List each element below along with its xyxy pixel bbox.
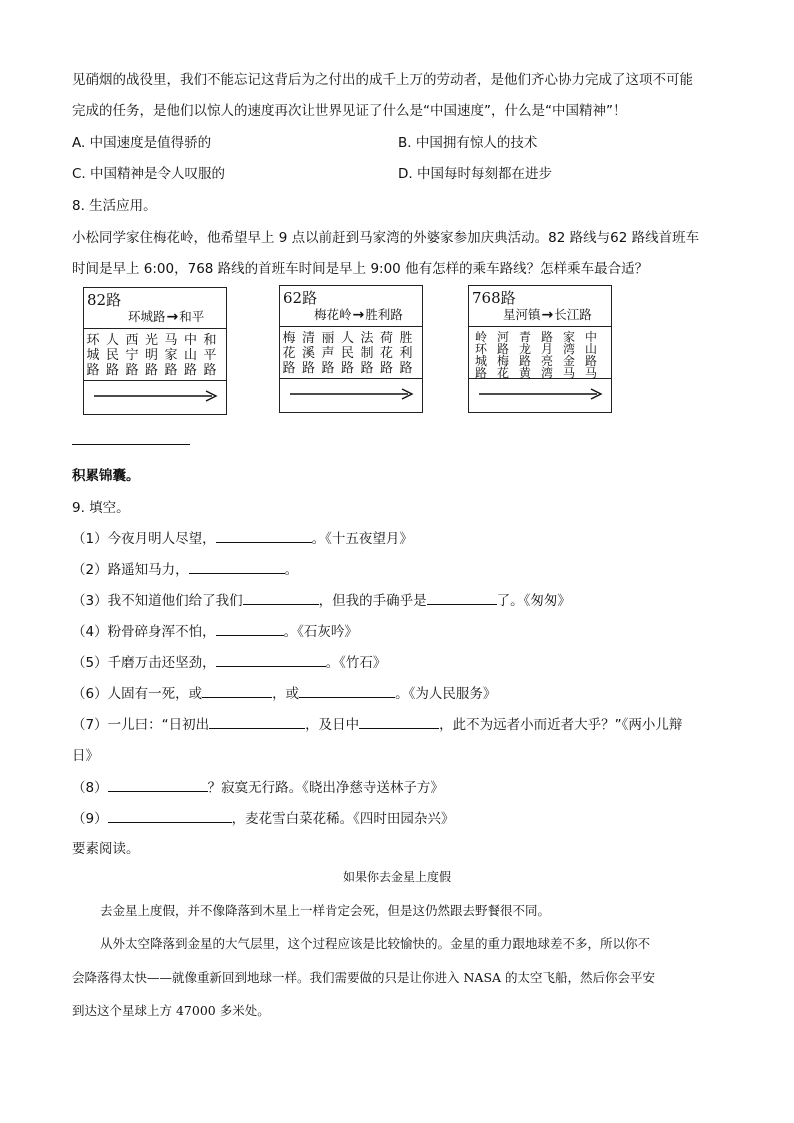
- route-board-768: [468, 285, 612, 413]
- q9-item-3: （3）我不知道他们给了我们 ，但我的手确乎是 了。《匆匆》: [72, 593, 571, 609]
- route-stop: 青 龙 路 黄: [518, 330, 531, 380]
- arrow-right-icon: →: [352, 307, 365, 323]
- answer-blank[interactable]: [299, 684, 395, 698]
- route-stop: 河 路 梅 花: [496, 330, 509, 380]
- q9-item-2: （2）路遥知马力， 。: [72, 562, 299, 578]
- route-stop: 家 湾 金 马: [562, 330, 575, 380]
- route-stop: 清 溪 路: [301, 331, 315, 376]
- answer-blank[interactable]: [209, 715, 305, 729]
- route-stop: 路 月 亮 湾: [540, 330, 553, 380]
- option-a: A. 中国速度是值得骄的: [72, 135, 212, 151]
- answer-blank[interactable]: [216, 653, 326, 667]
- option-b: B. 中国拥有惊人的技术: [398, 135, 538, 151]
- answer-blank[interactable]: [202, 684, 272, 698]
- route-direction-bar: [84, 381, 226, 415]
- article-paragraph-2-line-1: 从外太空降落到金星的大气层里，这个过程应该是比较愉快的。金星的重力跟地球差不多，所以你不: [100, 936, 651, 951]
- q9-item-7: （7）一儿曰：“日初出 ，及日中 ，此不为远者小而近者大乎？”《两小儿辩: [72, 717, 683, 733]
- article-paragraph-2-line-2: 会降落得太快——就像重新回到地球一样。我们需要做的只是让你进入 NASA 的太空飞船，然后你会平安: [72, 970, 656, 985]
- long-arrow-icon: [479, 387, 603, 401]
- arrow-right-icon: →: [166, 309, 179, 325]
- route-stop: 岭 环 城 路: [474, 330, 487, 380]
- q9-item-1: （1）今夜月明人尽望， 。《十五夜望月》: [72, 531, 413, 547]
- q9-item-5: （5）千磨万击还坚劲， 。《竹石》: [72, 655, 387, 671]
- intro-line-1: 见硝烟的战役里，我们不能忘记这背后为之付出的成千上万的劳动者，是他们齐心协力完成了这项不可能: [72, 72, 693, 88]
- q9-item-7-cont: 日》: [72, 748, 99, 764]
- q8-line-1: 小松同学家住梅花岭，他希望早上 9 点以前赶到马家湾的外婆家参加庆典活动。82 路线与62 路线首班车: [72, 230, 700, 246]
- q9-item-8: （8） ？寂寞无行路。《晓出净慈寺送林子方》: [72, 780, 444, 796]
- route-stop: 人 民 路: [340, 331, 354, 376]
- route-direction-bar: [469, 379, 611, 413]
- long-arrow-icon: [290, 387, 414, 401]
- q9-item-4: （4）粉骨碎身浑不怕， 。《石灰吟》: [72, 624, 358, 640]
- route-stop: 光 明 路: [144, 333, 158, 378]
- route-direction: 环城路→和平: [128, 309, 205, 325]
- q8-line-2: 时间是早上 6:00，768 路线的首班车时间是早上 9:00 他有怎样的乘车路线？怎样乘车最合适？: [72, 261, 649, 277]
- article-title: 如果你去金星上度假: [342, 870, 451, 884]
- route-direction: 星河镇→长江路: [503, 307, 592, 323]
- q9-item-6: （6）人固有一死，或 ，或 。《为人民服务》: [72, 686, 497, 702]
- route-number: 82路: [87, 291, 122, 309]
- intro-line-2: 完成的任务，是他们以惊人的速度再次让世界见证了什么是“中国速度”，什么是“中国精神”！: [72, 103, 627, 119]
- long-arrow-icon: [94, 389, 218, 403]
- section-title: 积累锦囊。: [72, 468, 140, 484]
- route-stop: 和 平 路: [203, 333, 217, 378]
- route-stop: 中 山 路 马: [584, 330, 597, 380]
- option-c: C. 中国精神是令人叹服的: [72, 166, 226, 182]
- answer-blank[interactable]: [108, 778, 208, 792]
- route-number: 768路: [472, 289, 516, 307]
- route-stop: 荷 花 路: [379, 331, 393, 376]
- q9-item-9: （9） ，麦花雪白菜花稀。《四时田园杂兴》: [72, 811, 455, 827]
- answer-blank[interactable]: [359, 715, 439, 729]
- answer-blank[interactable]: [216, 529, 312, 543]
- route-number: 62路: [283, 289, 318, 307]
- route-stop: 马 家 路: [164, 333, 178, 378]
- q9-title: 9. 填空。: [72, 500, 130, 516]
- answer-blank[interactable]: [108, 809, 232, 823]
- route-direction-bar: [280, 379, 422, 413]
- answer-blank[interactable]: [216, 622, 284, 636]
- route-stop: 胜 利 路: [399, 331, 413, 376]
- separator-line: [72, 444, 190, 445]
- option-d: D. 中国每时每刻都在进步: [398, 166, 552, 182]
- answer-blank[interactable]: [243, 591, 319, 605]
- route-stop: 丽 声 路: [321, 331, 335, 376]
- answer-blank[interactable]: [189, 560, 285, 574]
- route-stop: 环 城 路: [86, 333, 100, 378]
- article-paragraph-1: 去金星上度假，并不像降落到木星上一样肯定会死，但是这仍然跟去野餐很不同。: [100, 903, 551, 918]
- route-stop: 法 制 路: [360, 331, 374, 376]
- route-stops: [469, 327, 611, 379]
- route-stop: 中 山 路: [183, 333, 197, 378]
- q8-title: 8. 生活应用。: [72, 198, 157, 214]
- route-direction: 梅花岭→胜利路: [314, 307, 403, 323]
- route-stop: 西 宁 路: [125, 333, 139, 378]
- route-stops: [280, 327, 422, 379]
- route-stops: [84, 329, 226, 381]
- route-board-62: [279, 285, 423, 413]
- article-paragraph-2-line-3: 到达这个星球上方 47000 多米处。: [72, 1003, 270, 1018]
- route-stop: 人 民 路: [105, 333, 119, 378]
- answer-blank[interactable]: [427, 591, 497, 605]
- route-board-82: [83, 287, 227, 415]
- reading-label: 要素阅读。: [72, 841, 140, 857]
- arrow-right-icon: →: [541, 307, 554, 323]
- route-stop: 梅 花 路: [282, 331, 296, 376]
